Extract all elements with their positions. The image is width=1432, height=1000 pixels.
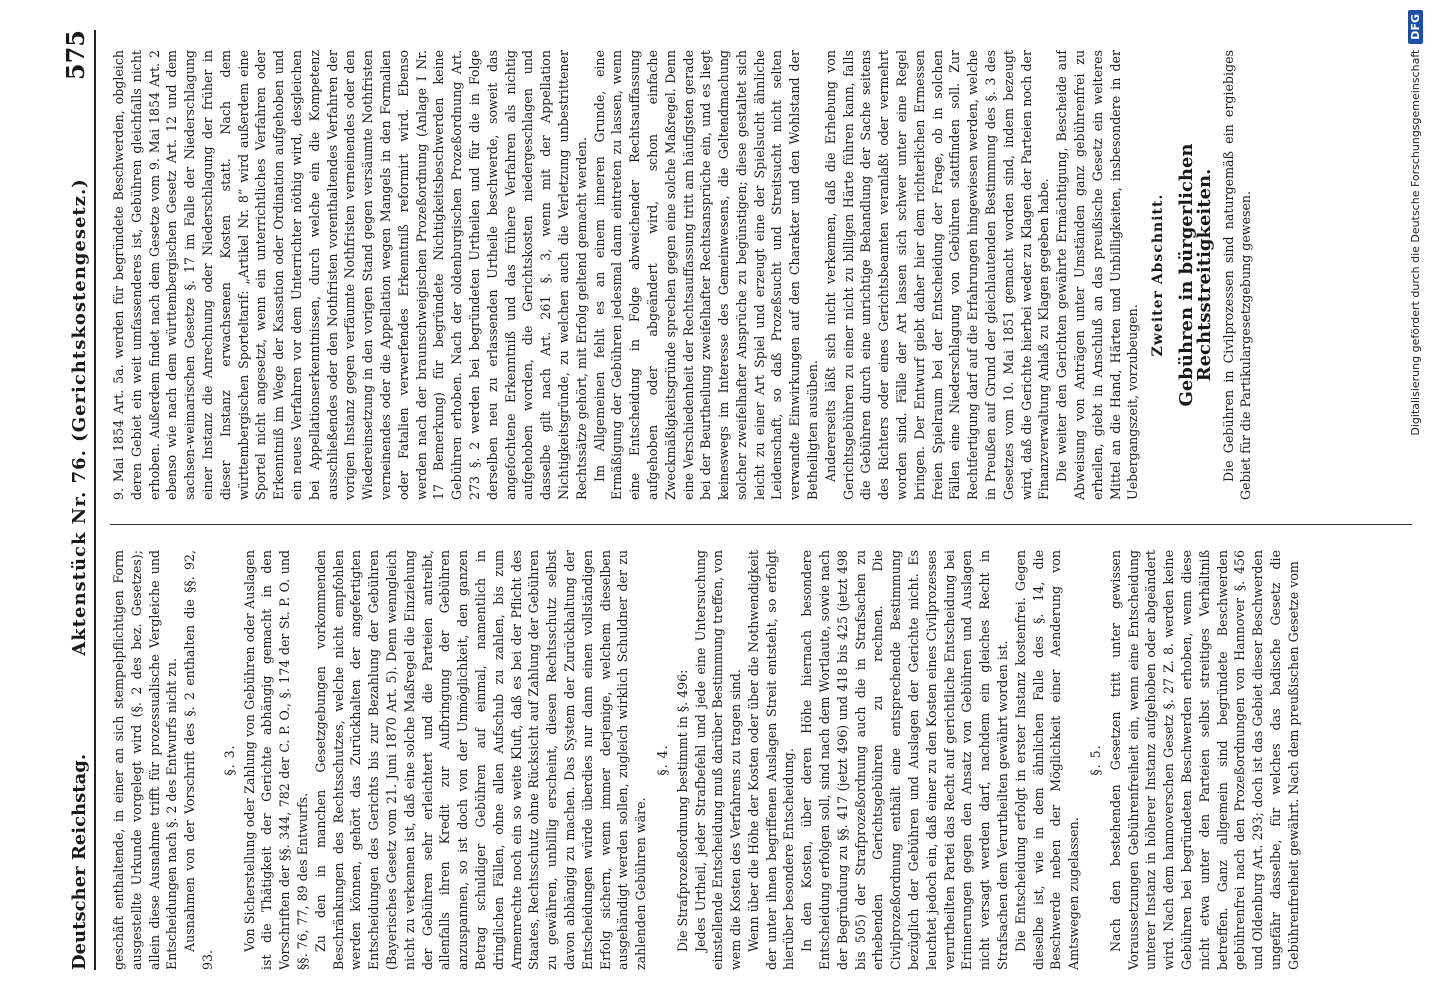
section-heading: §. 4. — [654, 744, 670, 776]
paragraph: Die Gebühren in Civilprozessen sind naturgemäß ein ergiebiges Gebiet für die Partikulargesetzgebung gewesen. — [1220, 50, 1254, 500]
paragraph: geschäft enthaltende, in einer an sich stempelpflichtigen Form ausgestellte Urkunde vorgelegt wird (§. 2 des bez. Gesetzes); allein diese Ausnahme trifft für prozessualische Vergleiche und Entscheidungen nach §. 2 des Entwurfs nicht zu. — [111, 550, 180, 970]
paragraph: Die Entscheidung erfolgt in erster Instanz kostenfrei. Gegen dieselbe ist, wie in dem ähnlichen Falle des §. 14, die Beschwerde neben der Möglichkeit einer Aenderung von Amtswegen zugelassen. — [1012, 550, 1082, 970]
page-number: 575 — [61, 30, 90, 81]
paragraph: Die weiter den Gerichten gewährte Ermächtigung, Bescheide auf Abweisung von Anträgen unter Umständen ganz gebührenfrei zu erheilen, giebt in Anschluß an das preußische Gesetz ein weiteres Mittel an die Hand, Härten und Unbilligkeiten, insbesondere in der Uebergangszeit, vorzubeugen. — [1054, 50, 1141, 500]
paragraph: Wenn über die Höhe der Kosten oder über die Nothwendigkeit der unter ihnen begriffenen Auslagen Streit entsteht, so erfolgt hierüber besondere Entscheidung. — [745, 550, 797, 970]
header-publication: Deutscher Reichstag. — [69, 753, 90, 970]
header-document-subtitle: (Gerichtskostengesetz.) — [69, 178, 90, 442]
column-divider — [110, 524, 1412, 525]
left-text-column — [110, 550, 1412, 970]
section-heading: §. 3. — [221, 744, 237, 776]
paragraph: Die Strafprozeßordnung bestimmt in §. 496: — [674, 669, 690, 952]
section-heading: §. 5. — [1088, 744, 1104, 776]
paragraph: Nach den bestehenden Gesetzen tritt unter gewissen Voraussetzungen Gebührenfreiheit ein, wenn eine Entscheidung unterer Instanz in höherer Instanz aufgehoben oder abgeändert wird. Nach dem hannoverschen Gesetz §. 27 Z. 8. werden keine Gebühren bei begründeten Beschwerden erhoben, wenn diese nicht etwa unter den Parteien selbst streitiges Verhältniß betreffen. Ganz allgemein sind begründete Beschwerden gebührenfrei nach den Prozeßordnungen von Hannover §. 456 und Oldenburg Art. 293; doch ist das Gebiet dieser Beschwerden ungefähr dasselbe, für welches das badische Gesetz die Gebührenfreiheit gewährt. Nach dem preußischen Gesetze vom — [1107, 550, 1301, 970]
right-text-column — [110, 50, 1412, 500]
paragraph: Jedes Urtheil, jeder Strafbefehl und jede eine Untersuchung einstellende Entscheidung muß darüber Bestimmung treffen, von wem die Kosten des Verfahrens zu tragen sind. — [692, 550, 744, 970]
chapter-label: Zweiter Abschnitt. — [1150, 193, 1167, 357]
header-document-number — [69, 80, 90, 754]
header-document-title: Aktenstück Nr. 76. — [69, 449, 90, 656]
paragraph: In den Kosten, über deren Höhe hiernach besondere Entscheidung erfolgen soll, sind nach dem Wortlaute, sowie nach der Begründung zu §§. 417 (jetzt 496) und 418 bis 425 (jetzt 498 bis 505) der Strafprozeßordnung auch die in Strafsachen zu erhebenden Gerichtsgebühren zu rechnen. Die Civilprozeßordnung enthält eine entsprechende Bestimmung bezüglich der Gebühren und Auslagen der Gerichte nicht. Es leuchtet jedoch ein, daß einer zu den Kosten eines Civilprozesses verurtheilten Partei das Recht auf gerichtliche Entscheidung bei Erinnerungen gegen den Ansatz von Gebühren und Auslagen nicht versagt werden darf, nachdem ein gleiches Recht in Strafsachen dem Verurtheilten gewährt worden ist. — [799, 550, 1011, 970]
paragraph: Im Allgemeinen fehlt es an einem inneren Grunde, eine Ermäßigung der Gebühren jedesmal dann eintreten zu lassen, wenn eine Entscheidung in Folge abweichender Rechtsauffassung aufgehoben oder abgeändert wird, schon einfache Zweckmäßigkeitsgründe sprechen gegen eine solche Maßregel. Denn eine Verschiedenheit der Rechtsauffassung tritt am häufigsten gerade bei der Beurtheilung zweifelhafter Rechtsansprüche ein, und es liegt keineswegs im Interesse des Gemeinwesens, die Geltendmachung solcher zweifelhafter Ansprüche zu begünstigen; diese gestaltet sich leicht zu einer Art Spiel und erzeugt eine der Spielsucht ähnliche Leidenschaft, so daß Prozeßsucht und Streitsucht nicht selten verwandte Einwirkungen auf den Charakter und den Wohlstand der Betheiligten ausüben. — [591, 50, 821, 500]
paragraph: Zu den in manchen Gesetzgebungen vorkommenden Beschränkungen des Rechtsschutzes, welche nicht empfohlen werden können, gehört das Zurückhalten der angefertigten Entscheidungen des Gerichts bis zur Bezahlung der Gebühren (Bayerisches Gesetz vom 21. Juni 1870 Art. 5). Denn wenngleich nicht zu verkennen ist, daß eine solche Maßregel die Einziehung der Gebühren sehr erleichtert und die Parteien antreibt, allenfalls ihren Kredit zur Aufbringung der Gebühren anzuspannen, so ist doch von der Unmöglichkeit, den ganzen Betrag schuldiger Gebühren auf einmal, namentlich in dringlichen Fällen, ohne allen Aufschub zu zahlen, bis zum Armenrechte noch ein so weite Kluft, daß es bei der Pflicht des Staates, Rechtsschutz ohne Rücksicht auf Zahlung der Gebühren zu gewähren, unbillig erscheint, diesen Rechtsschutz selbst davon abhängig zu machen. Das System der Zurückhaltung der Entscheidungen würde überdies nur dann einen vollständigen Erfolg sichern, wenn immer derjenige, welchem dieselben ausgehändigt werden sollen, zugleich wirklich Schuldner der zu zahlenden Gebühren wäre. — [312, 550, 649, 970]
page-header — [50, 30, 96, 970]
digitization-credit — [1404, 10, 1426, 990]
paragraph: Andererseits läßt sich nicht verkennen, daß die Erhebung von Gerichtsgebühren zu einer nicht zu billigen Härte führen kann, falls die Gebühren durch eine unrichtige Behandlung der Sache seitens des Richters oder eines Gerichtsbeamten veranlaßt oder vermehrt worden sind. Fälle der Art lassen sich schwer unter eine Regel bringen. Der Entwurf giebt daher hier dem richterlichen Ermessen freien Spielraum bei der Entscheidung der Frage, ob in solchen Fällen eine Niederschlagung von Gebühren stattfinden soll. Zur Rechtfertigung darf auf die Erfahrungen hingewiesen werden, welche in Preußen auf Grund der gleichlautenden Bestimmung des §. 3 des Gesetzes vom 10. Mai 1851 gemacht worden sind, indem bezeugt wird, daß die Gerichte hierbei weder zu Klagen der Parteien noch der Finanzverwaltung Anlaß zu Klagen gegeben habe. — [822, 50, 1052, 500]
paragraph: Ausnahmen von der Vorschrift des §. 2 enthalten die §§. 92, 93. — [182, 550, 215, 970]
paragraph: Von Sicherstellung oder Zahlung von Gebühren oder Auslagen ist die Thätigkeit der Gerichte abhängig gemacht in den Vorschriften der §§. 344, 782 der C. P. O., §. 174 der St. P. O. und §§. 76, 77, 89 des Entwurfs. — [241, 550, 310, 970]
digitization-credit-text: Digitalisierung gefördert durch die Deutsche Forschungsgemeinschaft — [1408, 49, 1422, 436]
dfg-logo: DFG — [1408, 10, 1423, 44]
paragraph: 9. Mai 1854 Art. 5a. werden für begründete Beschwerden, obgleich deren Gebiet ein weit umfassenderes ist, Gebühren gleichfalls nicht erhoben. Außerdem findet nach dem Gesetze vom 9. Mai 1854 Art. 2 ebenso wie nach dem württembergischen Gesetz Art. 12 und dem sachsen-weimarischen Gesetze §. 17 im Falle der Niederschlagung einer Instanz die Anrechnung oder Niederschlagung der früher in dieser Instanz erwachsenen Kosten statt. Nach dem württembergischen Sporteltarif: „Artikel Nr. 8“ wird außerdem eine Sportel nicht angesetzt, wenn ein unterrichtliches Verfahren oder Erkenntniß im Wege der Kassation oder Ordination aufgehoben und ein neues Verfahren vor dem Unterrichter nöthig wird, desgleichen bei Appellationserkenntnissen, durch welche ein die Kompetenz ausschließendes oder den Nothfristen vorenthaltendes Verfahren der vorigen Instanz gegen verfäumte Nothfristen verneinendes oder den Wiedereinsetzung in den vorigen Stand gegen versäumte Nothfristen verneinendes oder die Appellation wegen Mangels in den Formalien oder Fatalien verwerfendes Erkenntniß reformirt wird. Ebenso werden nach der braunschweigischen Prozeßordnung (Anlage I Nr. 17 Bemerkung) für begründete Nichtigkeitsbeschwerden keine Gebühren erhoben. Nach der oldenburgischen Prozeßordnung Art. 273 §. 2 werden bei begründeten Urtheilen und für die in Folge derselben neu zu erlassenden Urtheile beschwerde, soweit das angefochtene Erkenntniß und das frühere Verfahren als nichtig aufgehoben worden, die Gerichtskosten niedergeschlagen und dasselbe gilt nach Art. 261 §. 3, wenn mit der Appellation Nichtigkeitsgründe, zu welchen auch die Verletzung unbestrittener Rechtssätze gehört, mit Erfolg geltend gemacht werden. — [111, 50, 589, 500]
chapter-title: Gebühren in bürgerlichen Rechtsstreitigkeiten. — [1176, 143, 1215, 407]
